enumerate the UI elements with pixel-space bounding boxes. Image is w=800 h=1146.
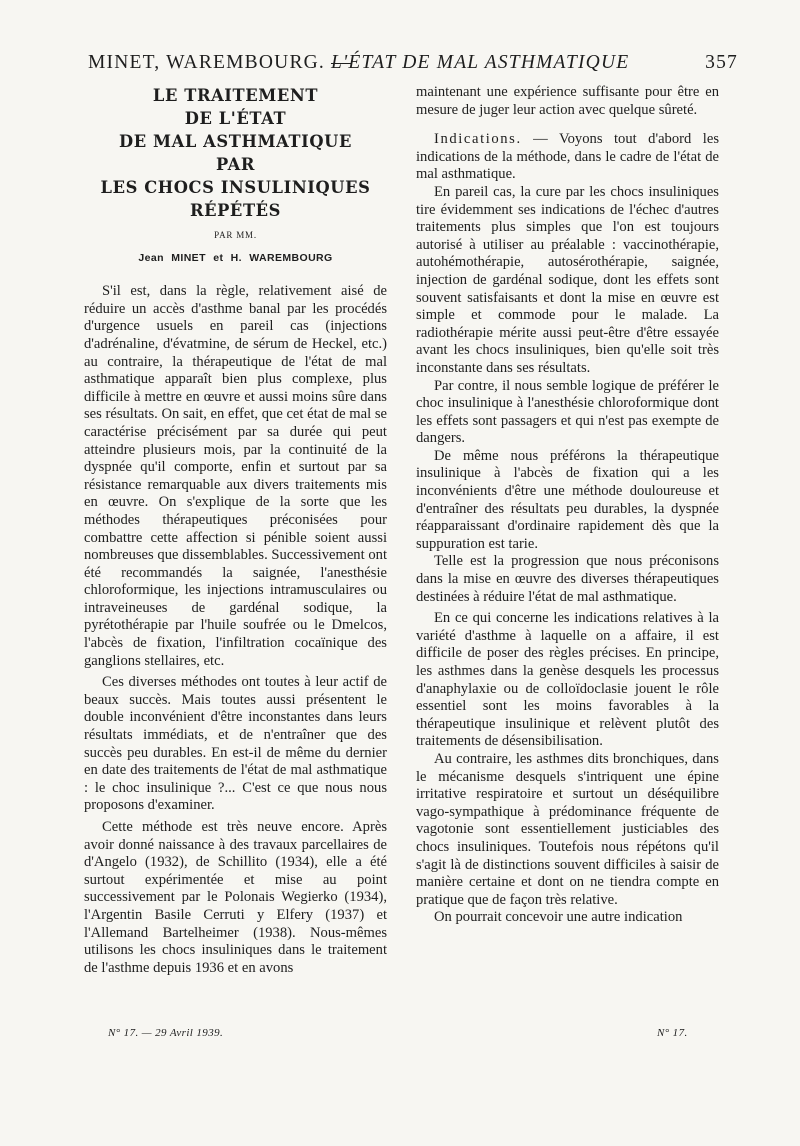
paragraph: On pourrait concevoir une autre indication [434, 909, 683, 926]
page-number: 357 [705, 52, 738, 73]
title-line: DE MAL ASTHMATIQUE [119, 132, 352, 151]
title-line: DE L'ÉTAT [184, 109, 287, 128]
paragraph: S'il est, dans la règle, relativement aisé de réduire un accès d'asthme banal par les procédés d'urgence usuels en pareil cas (injections d'adrénaline, d'évatmine, de sérum de Heckel, etc.) au contraire, la thérapeutique de l'état de mal asthmatique apparaît bien plus complexe, plus difficile à mettre en œuvre et aussi moins sûre dans ses résultats. On sait, en effet, que cet état de mal se caractérise précisément par sa durée qui peut atteindre plusieurs mois, par la continuité de la dyspnée qu'il comporte, enfin et surtout par sa résistance remarquable aux divers traitements mis en œuvre. On s'explique de la sorte que les méthodes thérapeutiques préconisées pour combattre cette affection si pénible soient aussi nombreuses que dissemblables. Successivement ont été recommandés la saignée, l'anesthésie chloroformique, les injections intramusculaires ou intraveineuses de gardénal sodique, la pyrétothérapie par l'huile soufrée ou le Dmelcos, l'abcès de fixation, l'infiltration cocaïnique des ganglions stellaires, etc. [84, 283, 387, 669]
title-line: RÉPÉTÉS [189, 201, 282, 220]
indications-text: — Voyons tout d'abord les indications de la méthode, dans le cadre de l'état de mal asthmatique. [416, 131, 719, 183]
paragraph: En ce qui concerne les indications relatives à la variété d'asthme à laquelle on a affaire, il est difficile de poser des règles précises. En principe, les asthmes dans la genèse desquels les processus d'anaphylaxie ou de colloïdoclasie jouent le rôle essentiel sont les moins favorables à la thérapeutique insulinique et relèvent plutôt des traitements de désensibilisation. [416, 610, 719, 750]
byline: Jean MINET et H. WAREMBOURG [138, 251, 333, 264]
paragraph: Au contraire, les asthmes dits bronchiques, dans le mécanisme desquels s'intriquent une épine irritative respiratoire et surtout un déséquilibre vago-sympathique à prédominance fréquente de vagotonie sont essentiellement justiciables des chocs insuliniques. Toutefois nous répétons qu'il s'agit là de distinctions souvent difficiles à saisir de manière certaine et dont on ne tiendra compte en pratique que de façon très relative. [416, 750, 719, 908]
paragraph: En pareil cas, la cure par les chocs insuliniques tire évidemment ses indications de l'échec d'autres traitements plus simples que l'on est toujours autorisé à utiliser au préalable : vaccinothérapie, autohémothérapie, autosérothérapie, saignée, injection de gardénal sodique, dont les effets sont souvent satisfaisants et dont la mise en œuvre est simple et commode pour le malade. La radiothérapie mérite aussi peut-être d'être essayée avant les chocs insuliniques, bien qu'elle soit très inconstante dans ses résultats. [416, 183, 719, 376]
paragraph: Telle est la progression que nous préconisons dans la mise en œuvre des diverses thérapeutiques destinées à réduire l'état de mal asthmatique. [416, 553, 719, 605]
left-column [84, 84, 387, 977]
running-header [88, 52, 738, 82]
title-line: LES CHOCS INSULINIQUES [100, 178, 371, 197]
header-authors: MINET, WAREMBOURG. — [88, 52, 352, 73]
footer-issue-number: N° 17. [657, 1027, 688, 1039]
par-mm: PAR MM. [214, 230, 257, 240]
article-title [84, 84, 387, 222]
paragraph: De même nous préférons la thérapeutique insulinique à l'abcès de fixation qui a les inconvénients d'être une méthode douloureuse et d'entraîner des résultats peu durables, la dyspnée réapparaissant d'ordinaire rapidement dès que la suppuration est tarie. [416, 447, 719, 552]
section-heading-indications: Indications. [434, 131, 522, 148]
paragraph-continuation: maintenant une expérience suffisante pour être en mesure de juger leur action avec quelque sûreté. [416, 84, 719, 118]
paragraph: Cette méthode est très neuve encore. Après avoir donné naissance à des travaux parcellaires de d'Angelo (1932), de Schillito (1934), elle a été surtout expérimentée et mise au point successivement par le Polonais Wegierko (1934), l'Argentin Basile Cerruti y Elfery (1937) et l'Allemand Bartelheimer (1938). Nous-mêmes utilisons les chocs insuliniques dans le traitement de l'asthme depuis 1936 et en avons [84, 819, 387, 976]
footer-issue-date: N° 17. — 29 Avril 1939. [108, 1027, 224, 1039]
paragraph: Ces diverses méthodes ont toutes à leur actif de beaux succès. Mais toutes aussi présentent le double inconvénient d'être inconstantes dans leurs résultats immédiats, et de n'entraîner que des succès peu durables. En est-il de même du dernier en date des traitements de l'état de mal asthmatique : le choc insulinique ?... C'est ce que nous nous proposons d'examiner. [84, 674, 387, 814]
paragraph-indications [416, 131, 719, 184]
paragraph: Par contre, il nous semble logique de préférer le choc insulinique à l'anesthésie chloroformique dont les effets sont passagers et qui n'est pas exempte de dangers. [416, 377, 719, 447]
title-line: LE TRAITEMENT [152, 86, 319, 105]
header-running-title: L'ÉTAT DE MAL ASTHMATIQUE [331, 52, 630, 73]
right-column [416, 84, 719, 927]
title-line: PAR [215, 155, 256, 174]
